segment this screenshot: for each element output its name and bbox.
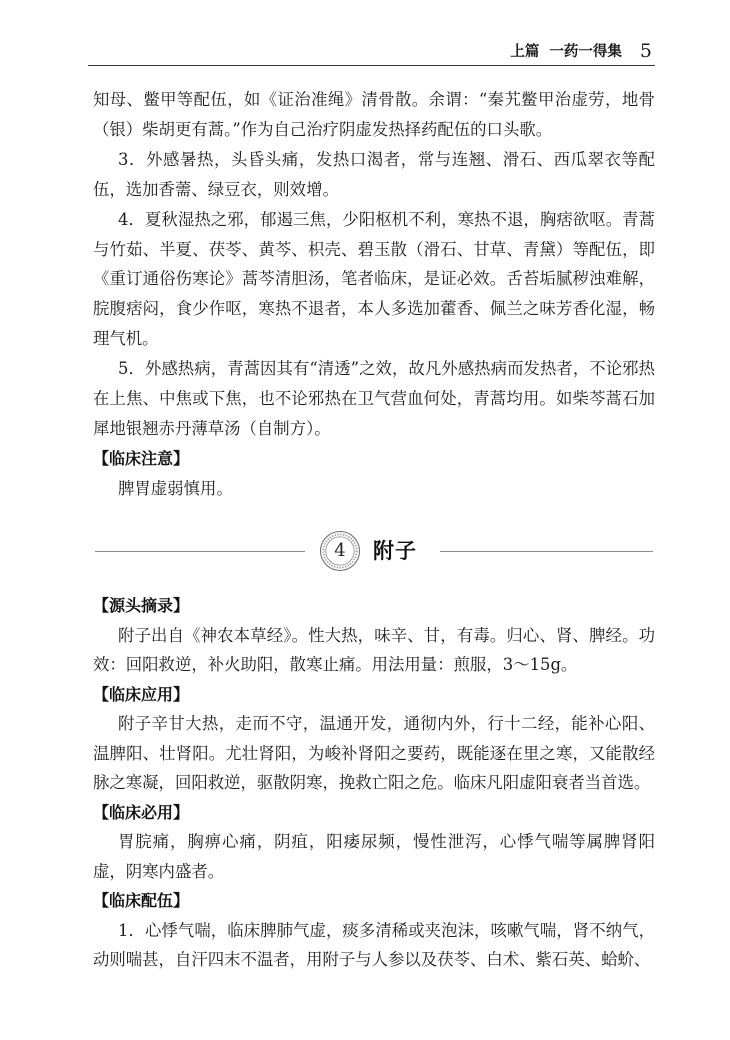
paragraph: 胃脘痛，胸痹心痛，阴疽，阳痿尿频，慢性泄泻，心悸气喘等属脾肾阳虚，阴寒内盛者。	[93, 832, 655, 881]
herb-entry	[93, 520, 655, 975]
entry-number-badge	[319, 530, 361, 572]
title-rule-right	[440, 551, 653, 552]
paragraph: 脾胃虚弱慎用。	[118, 478, 233, 498]
section-heading-source: 【源头摘录】	[93, 596, 190, 615]
section-heading-combinations: 【临床配伍】	[93, 891, 190, 910]
paragraph: 1．心悸气喘，临床脾肺气虚，痰多清稀或夹泡沫，咳嗽气喘，肾不纳气，动则喘甚，自汗四末不温者，用附子与人参以及茯苓、白术、紫石英、蛤蚧、	[93, 920, 655, 969]
paragraph: 附子辛甘大热，走而不守，温通开发，通彻内外，行十二经，能补心阳、温脾阳、壮肾阳。尤壮肾阳，为峻补肾阳之要药，既能逐在里之寒，又能散经脉之寒凝，回阳救逆，驱散阴寒，挽救亡阳之危。临床凡阳虚阳衰者当首选。	[93, 714, 655, 792]
paragraph: 3．外感暑热，头昏头痛，发热口渴者，常与连翘、滑石、西瓜翠衣等配伍，选加香薷、绿豆衣，则效增。	[93, 149, 655, 199]
entry-title	[93, 520, 655, 582]
page-number: 5	[639, 39, 652, 62]
entry-number: 4	[334, 540, 346, 561]
section-heading-indications: 【临床必用】	[93, 802, 190, 822]
paragraph: 附子出自《神农本草经》。性大热，味辛、甘，有毒。归心、肾、脾经。功效：回阳救逆，补火助阳，散寒止痛。用法用量：煎服，3～15g。	[93, 625, 655, 674]
previous-entry-continuation	[93, 85, 655, 504]
paragraph: 4．夏秋湿热之邪，郁遏三焦，少阳枢机不利，寒热不退，胸痞欲呕。青蒿与竹茹、半夏、茯苓、黄芩、枳壳、碧玉散（滑石、甘草、青黛）等配伍，即《重订通俗伤寒论》蒿芩清胆汤，笔者临床，是证必效。舌苔垢腻秽浊难解，脘腹痞闷，食少作呕，寒热不退者，本人多选加藿香、佩兰之味芳香化湿，畅理气机。	[93, 209, 655, 349]
paragraph: 5．外感热病，青蒿因其有“清透”之效，故凡外感热病而发热者，不论邪热在上焦、中焦或下焦，也不论邪热在卫气营血何处，青蒿均用。如柴芩蒿石加犀地银翘赤丹薄草汤（自制方）。	[93, 359, 655, 438]
running-head-section: 上篇	[510, 44, 540, 60]
entry-name: 附子	[373, 539, 417, 563]
running-head-title: 一药一得集	[549, 44, 622, 60]
section-heading-application: 【临床应用】	[93, 684, 190, 704]
title-rule-left	[95, 551, 305, 552]
running-head	[88, 36, 655, 66]
paragraph: 知母、鳖甲等配伍，如《证治准绳》清骨散。余谓：“秦艽鳖甲治虚劳，地骨（银）柴胡更有蒿。”作为自己治疗阴虚发热择药配伍的口头歌。	[93, 90, 655, 139]
section-heading-notice: 【临床注意】	[93, 448, 190, 468]
